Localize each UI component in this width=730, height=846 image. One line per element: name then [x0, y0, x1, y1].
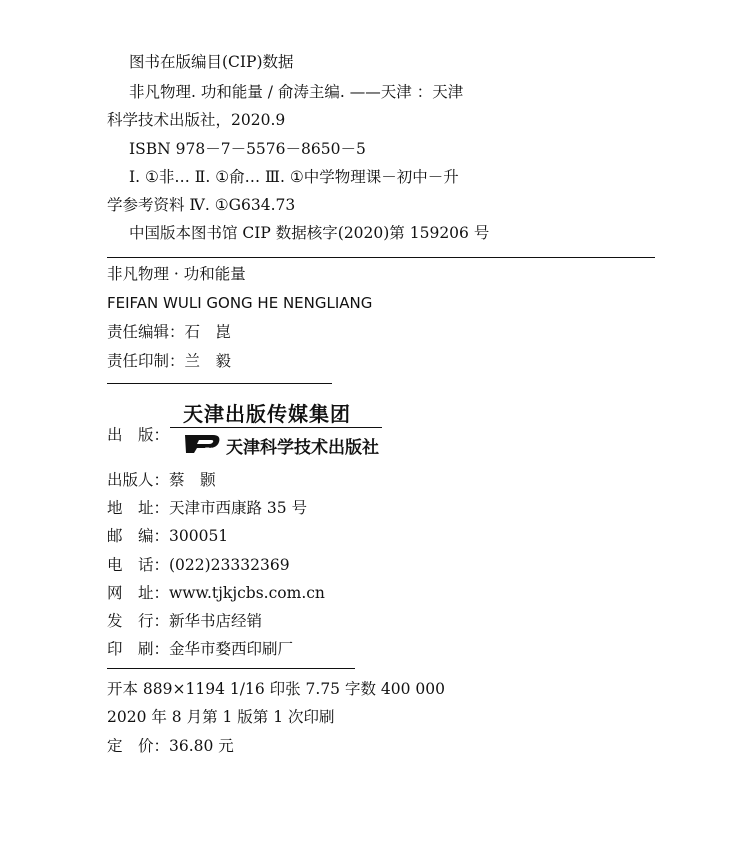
book-title-pinyin: FEIFAN WULI GONG HE NENGLIANG: [107, 294, 373, 312]
divider-cip: [107, 257, 655, 258]
cip-line-4: Ⅰ. ①非… Ⅱ. ①俞… Ⅲ. ①中学物理课－初中－升: [129, 168, 459, 186]
divider-book: [107, 383, 332, 384]
divider-info: [107, 668, 355, 669]
phone: 电 话：(022)23332369: [107, 556, 290, 574]
publisher-group-name: 天津出版传媒集团: [183, 402, 351, 426]
edition: 2020 年 8 月第 1 版第 1 次印刷: [107, 708, 335, 726]
book-title-cn: 非凡物理 · 功和能量: [107, 265, 246, 283]
publisher-divider: [170, 427, 382, 428]
format-specs: 开本 889×1194 1/16 印张 7.75 字数 400 000: [107, 680, 445, 698]
tjkj-logo-icon: [183, 431, 223, 455]
website: 网 址：www.tjkjcbs.com.cn: [107, 584, 325, 602]
responsible-printing: 责任印制：兰 毅: [107, 352, 232, 370]
responsible-editor: 责任编辑：石 崑: [107, 323, 232, 341]
address: 地 址：天津市西康路 35 号: [107, 499, 308, 517]
cip-line-6: 中国版本图书馆 CIP 数据核字(2020)第 159206 号: [129, 224, 490, 242]
cip-line-1: 非凡物理. 功和能量 / 俞涛主编. ——天津 ：天津: [129, 83, 464, 101]
postcode: 邮 编：300051: [107, 527, 229, 545]
cip-isbn: ISBN 978－7－5576－8650－5: [129, 140, 366, 158]
publisher-label: 出 版：: [107, 426, 170, 444]
cip-line-2: 科学技术出版社，2020.9: [107, 111, 286, 129]
cip-line-5: 学参考资料 Ⅳ. ①G634.73: [107, 196, 296, 214]
publisher-press-name: 天津科学技术出版社: [226, 438, 379, 458]
printer: 印 刷：金华市婺西印刷厂: [107, 640, 294, 658]
publisher-person: 出版人：蔡 颢: [107, 471, 216, 489]
price: 定 价：36.80 元: [107, 737, 234, 755]
svg-text:TJKJ: TJKJ: [205, 447, 217, 454]
distribution: 发 行：新华书店经销: [107, 612, 263, 630]
cip-heading: 图书在版编目(CIP)数据: [129, 53, 294, 71]
